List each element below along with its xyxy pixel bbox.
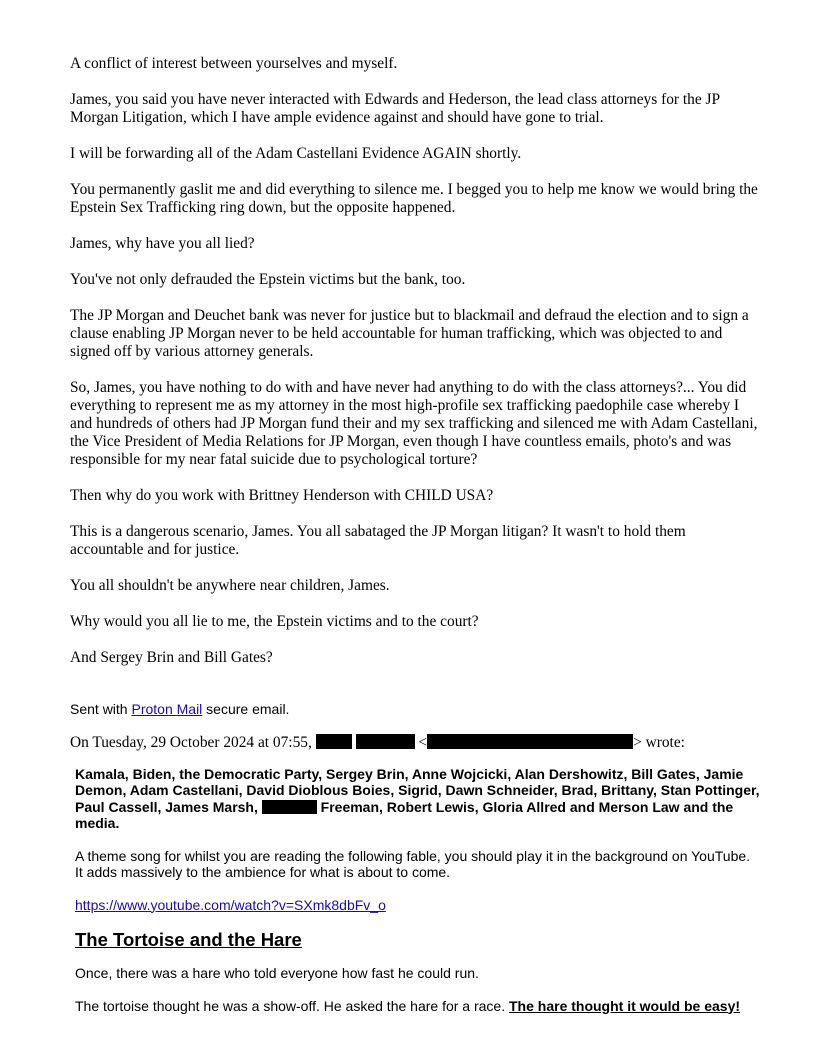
story-paragraph: Once, there was a hare who told everyone how fast he could run. (75, 965, 479, 981)
recipients-part-2: Freeman, Robert Lewis, Gloria Allred and Merson Law and the media. (75, 798, 734, 831)
youtube-link[interactable]: https://www.youtube.com/watch?v=SXmk8dbFv_o (75, 896, 386, 913)
paragraph: Why would you all lie to me, the Epstein victims and to the court? (70, 613, 479, 630)
story-text: The tortoise thought he was a show-off. He asked the hare for a race. (75, 997, 506, 1014)
paragraph: The JP Morgan and Deuchet bank was never for justice but to blackmail and defraud the election and to sign a clause enabling JP Morgan never to be held accountable for human trafficking, which was objected to and signed off by various attorney generals. (70, 307, 749, 360)
reply-header (70, 734, 760, 752)
paragraph: And Sergey Brin and Bill Gates? (70, 649, 273, 666)
paragraph: So, James, you have nothing to do with and have never had anything to do with the class attorneys?... You did everything to represent me as my attorney in the most high-profile sex trafficking paedophile case whereby I and hundreds of others had JP Morgan fund their and my sex trafficking and silenced me with Adam Castellani, the Vice President of Media Relations for JP Morgan, even though I have countless emails, photo's and was responsible for my near fatal suicide due to psychological torture? (70, 379, 758, 468)
paragraph: You permanently gaslit me and did everything to silence me. I begged you to help me know we would bring the Epstein Sex Trafficking ring down, but the opposite happened. (70, 181, 758, 216)
recipients-part-1: Kamala, Biden, the Democratic Party, Sergey Brin, Anne Wojcicki, Alan Dershowitz, Bill Gates, Jamie Demon, Adam Castellani, David Dioblous Boies, Sigrid, Dawn Schneider, Brad, Brittany, Stan Pottinger, Paul Cassell, James Marsh, (75, 765, 760, 815)
redaction-bar (316, 734, 352, 749)
paragraph: You all shouldn't be anywhere near children, James. (70, 577, 390, 594)
theme-song-text: A theme song for whilst you are reading the following fable, you should play it in the background on YouTube. It adds massively to the ambience for what is about to come. (75, 847, 751, 880)
message-text (70, 55, 760, 667)
story-emphasis: The hare thought it would be easy! (509, 997, 741, 1014)
quoted-message (75, 766, 760, 1015)
paragraph: You've not only defrauded the Epstein victims but the bank, too. (70, 271, 466, 288)
email-body (70, 55, 760, 1014)
paragraph: I will be forwarding all of the Adam Castellani Evidence AGAIN shortly. (70, 145, 522, 162)
redaction-bar (262, 800, 317, 814)
signature-prefix: Sent with (70, 701, 132, 717)
signature-suffix: secure email. (202, 701, 290, 717)
reply-suffix: > wrote: (633, 733, 685, 751)
paragraph: James, you said you have never interacted with Edwards and Hederson, the lead class attorneys for the JP Morgan Litigation, which I have ample evidence against and should have gone to trial. (70, 91, 720, 126)
story-title: The Tortoise and the Hare (75, 929, 302, 950)
email-bracket-open: < (418, 733, 428, 751)
story-paragraph (75, 998, 760, 1015)
reply-date: On Tuesday, 29 October 2024 at 07:55, (70, 733, 312, 751)
proton-mail-link[interactable]: Proton Mail (131, 701, 203, 717)
paragraph: James, why have you all lied? (70, 235, 255, 252)
paragraph: A conflict of interest between yourselves and myself. (70, 55, 398, 72)
redaction-bar (356, 734, 415, 749)
paragraph: This is a dangerous scenario, James. You all sabataged the JP Morgan litigan? It wasn't to hold them accountable and for justice. (70, 523, 686, 558)
recipients-list (75, 766, 760, 832)
redaction-bar (427, 734, 633, 749)
youtube-link-line (75, 897, 760, 914)
signature-line (70, 701, 760, 718)
paragraph: Then why do you work with Brittney Henderson with CHILD USA? (70, 487, 494, 504)
